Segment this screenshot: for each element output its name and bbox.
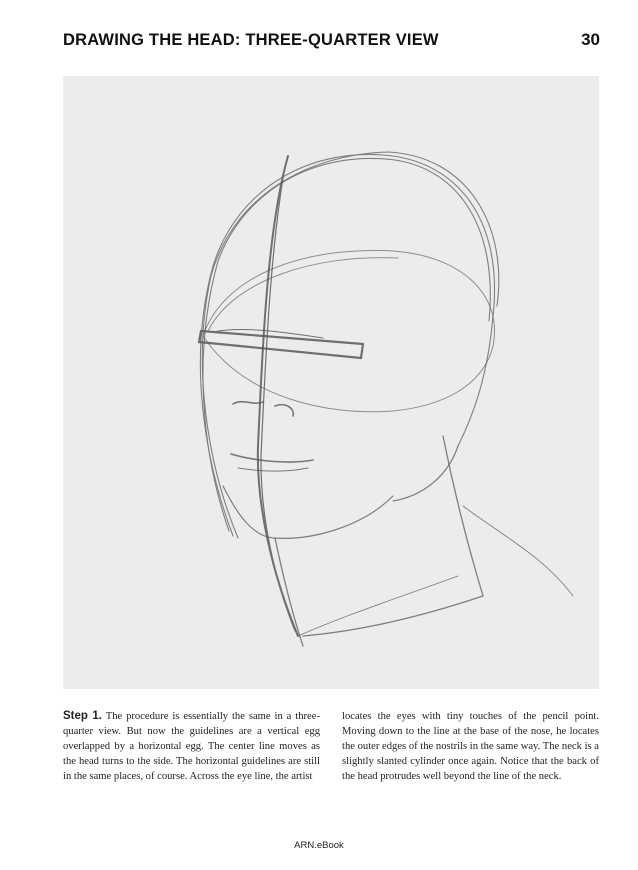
caption-right-column xyxy=(342,709,599,784)
head-sketch xyxy=(63,76,599,689)
center-line xyxy=(258,156,298,636)
features xyxy=(231,402,313,471)
caption-left-column xyxy=(63,709,320,784)
horizontal-egg xyxy=(203,250,495,411)
sketch-figure xyxy=(63,76,599,689)
eye-line xyxy=(199,330,363,358)
caption-right-text: locates the eyes with tiny touches of the pencil point. Moving down to the line at the base of the nose, he locates the outer edges of the nostrils in the same way. The neck is a slightly slanted cylinder once again. Notice that the back of the head protrudes well beyond the line of the neck. xyxy=(342,710,599,782)
step-label: Step 1. xyxy=(63,709,102,722)
page-title: DRAWING THE HEAD: THREE-QUARTER VIEW xyxy=(63,31,439,49)
page-number: 30 xyxy=(581,30,600,49)
footer-credit: ARN.eBook xyxy=(294,840,344,851)
caption-left-text: The procedure is essentially the same in a three-quarter view. But now the guidelines are a vertical egg overlapped by a horizontal egg. The center line moves as the head turns to the side. The horizontal guidelines are still in the same places, of course. Across the eye line, the artist xyxy=(63,710,320,782)
neck xyxy=(275,436,573,646)
vertical-egg xyxy=(200,152,498,538)
